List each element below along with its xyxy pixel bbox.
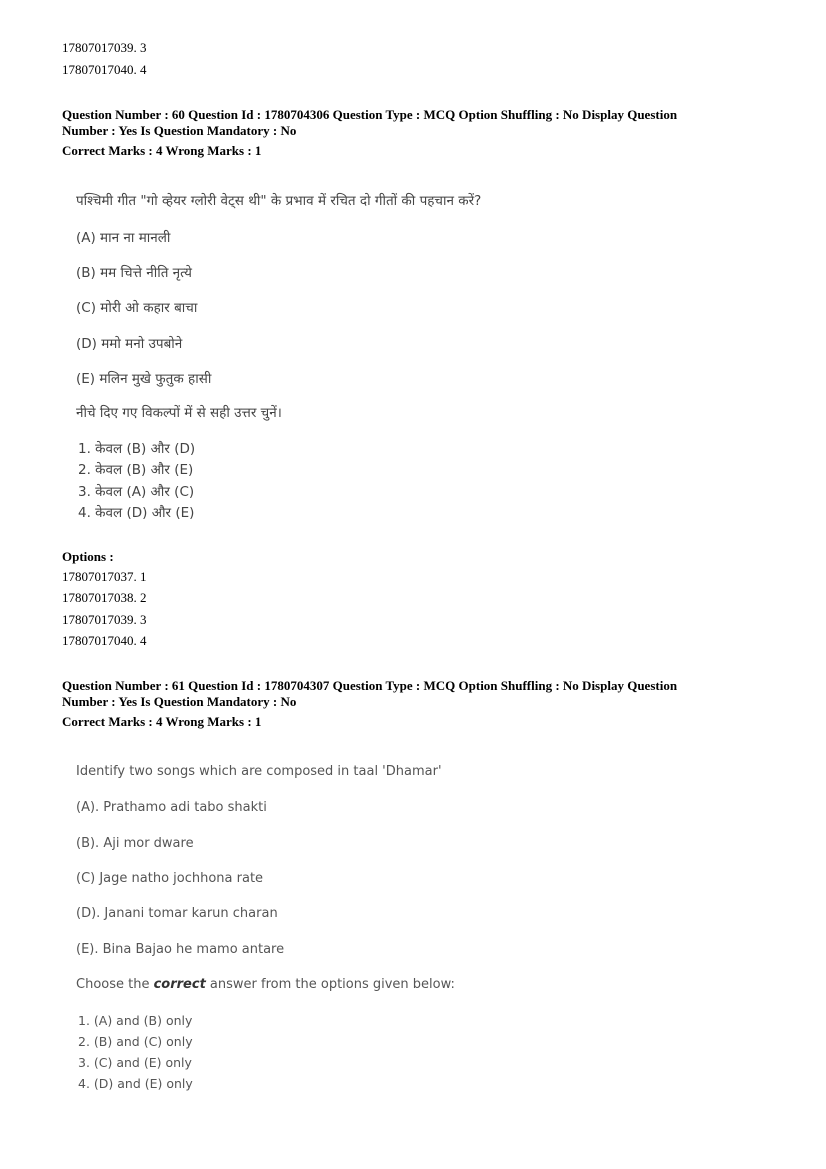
q60-option-2: 17807017038. 2: [62, 590, 147, 605]
q60-choice-3: 3. केवल (A) और (C): [78, 484, 195, 500]
q61-item-b: (B). Aji mor dware: [76, 836, 194, 851]
q61-item-d: (D). Janani tomar karun charan: [76, 906, 278, 921]
q60-question-text: पश्चिमी गीत "गो व्हेयर ग्लोरी वेट्स थी" के प्रभाव में रचित दो गीतों की पहचान करें?: [76, 193, 482, 209]
q61-choice-1: 1. (A) and (B) only: [78, 1013, 193, 1028]
q60-option-4: 17807017040. 4: [62, 633, 147, 648]
q61-question-text: Identify two songs which are composed in taal 'Dhamar': [76, 764, 442, 779]
q60-instruction: नीचे दिए गए विकल्पों में से सही उत्तर चुनें।: [76, 405, 282, 421]
q60-item-c: (C) मोरी ओ कहार बाचा: [76, 300, 198, 316]
q60-header-line2: Number : Yes Is Question Mandatory : No: [62, 123, 297, 138]
q61-choice-3: 3. (C) and (E) only: [78, 1055, 192, 1070]
q61-marks: Correct Marks : 4 Wrong Marks : 1: [62, 714, 262, 729]
q60-item-d: (D) ममो मनो उपबोने: [76, 336, 183, 352]
q60-marks: Correct Marks : 4 Wrong Marks : 1: [62, 143, 262, 158]
q60-header-line1: Question Number : 60 Question Id : 1780704306 Question Type : MCQ Option Shuffling : No Display Question: [62, 107, 678, 122]
q60-item-a: (A) मान ना मानली: [76, 230, 171, 246]
q61-choice-2: 2. (B) and (C) only: [78, 1034, 193, 1049]
q60-options-label: Options :: [62, 549, 114, 564]
q60-item-b: (B) मम चित्ते नीति नृत्ये: [76, 265, 192, 281]
q60-choice-1: 1. केवल (B) और (D): [78, 441, 196, 457]
q61-instruction-emphasis: correct: [153, 977, 206, 992]
q61-item-c: (C) Jage natho jochhona rate: [76, 871, 264, 886]
q61-header-line2: Number : Yes Is Question Mandatory : No: [62, 694, 297, 709]
q60-option-3: 17807017039. 3: [62, 612, 147, 627]
q60-item-e: (E) मलिन मुखे फुतुक हासी: [76, 371, 212, 387]
q61-instruction: Choose the correct answer from the options given below:: [76, 977, 455, 992]
q61-choice-4: 4. (D) and (E) only: [78, 1076, 193, 1091]
q61-item-e: (E). Bina Bajao he mamo antare: [76, 942, 285, 957]
q60-choice-4: 4. केवल (D) और (E): [78, 505, 195, 521]
q60-choice-2: 2. केवल (B) और (E): [78, 462, 194, 478]
q61-item-a: (A). Prathamo adi tabo shakti: [76, 800, 267, 815]
q60-option-1: 17807017037. 1: [62, 569, 147, 584]
q61-header-line1: Question Number : 61 Question Id : 1780704307 Question Type : MCQ Option Shuffling : No Display Question: [62, 678, 678, 693]
prev-option-3: 17807017039. 3: [62, 40, 147, 55]
prev-option-4: 17807017040. 4: [62, 62, 147, 77]
